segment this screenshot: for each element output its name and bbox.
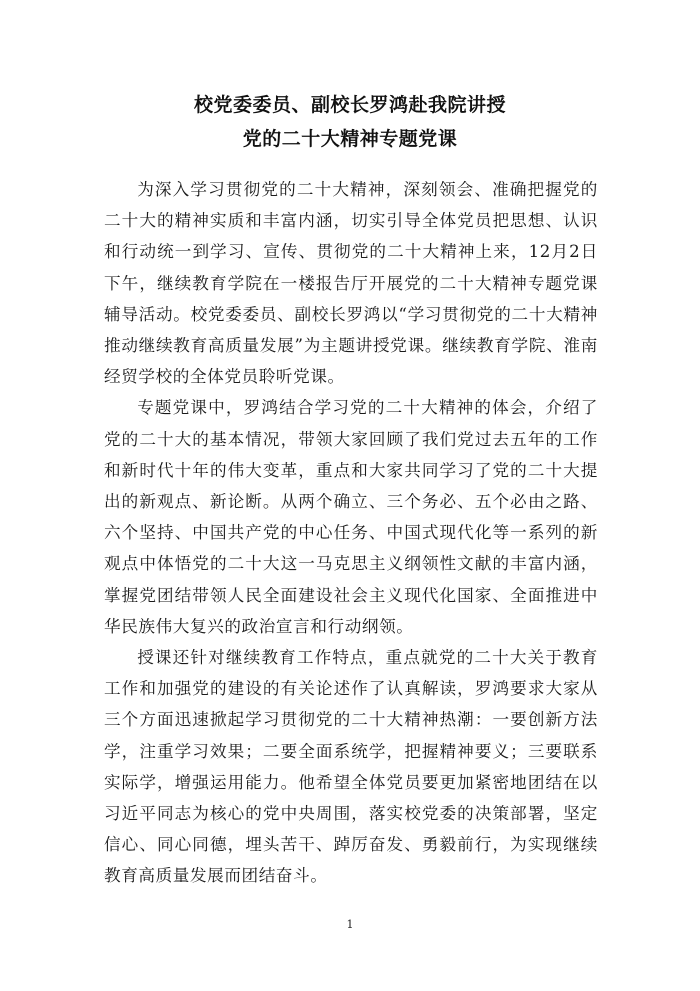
document-title-line-2: 党的二十大精神专题党课 [242,128,458,150]
paragraph-2: 专题党课中，罗鸿结合学习党的二十大精神的体会，介绍了党的二十大的基本情况，带领大家回顾了我们党过去五年的工作和新时代十年的伟大变革，重点和大家共同学习了党的二十大提出的新观点、新论断。从两个确立、三个务必、五个必由之路、六个坚持、中国共产党的中心任务、中国式现代化等一系列的新观点中体悟党的二十大这一马克思主义纲领性文献的丰富内涵，掌握党团结带领人民全面建设社会主义现代化国家、全面推进中华民族伟大复兴的政治宣言和行动纲领。 [104,398,598,636]
paragraph-3: 授课还针对继续教育工作特点，重点就党的二十大关于教育工作和加强党的建设的有关论述作了认真解读，罗鸿要求大家从三个方面迅速掀起学习贯彻党的二十大精神热潮：一要创新方法学，注重学习效果；二要全面系统学，把握精神要义；三要联系实际学，增强运用能力。他希望全体党员要更加紧密地团结在以习近平同志为核心的党中央周围，落实校党委的决策部署，坚定信心、同心同德，埋头苦干、踔厉奋发、勇毅前行，为实现继续教育高质量发展而团结奋斗。 [104,648,598,886]
page-number: 1 [346,918,354,931]
paragraph-1: 为深入学习贯彻党的二十大精神，深刻领会、准确把握党的二十大的精神实质和丰富内涵，切实引导全体党员把思想、认识和行动统一到学习、宣传、贯彻党的二十大精神上来，12月2日下午，继续教育学院在一楼报告厅开展党的二十大精神专题党课辅导活动。校党委委员、副校长罗鸿以“学习贯彻党的二十大精神 推动继续教育高质量发展”为主题讲授党课。继续教育学院、淮南经贸学校的全体党员聆听党课。 [104,180,598,387]
document-title-line-1: 校党委委员、副校长罗鸿赴我院讲授 [193,94,506,116]
document-body [104,174,598,892]
